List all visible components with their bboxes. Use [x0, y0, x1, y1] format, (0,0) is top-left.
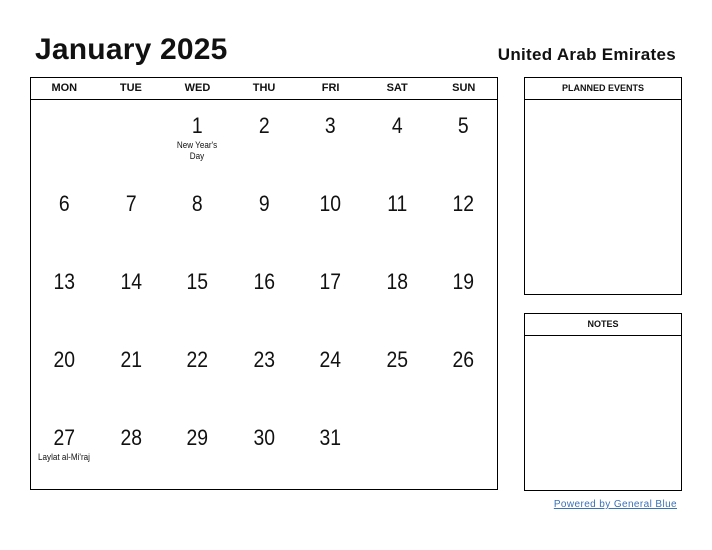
- day-number: 16: [253, 269, 275, 294]
- day-number: 17: [319, 269, 342, 294]
- day-number: 9: [258, 191, 270, 216]
- day-number: 11: [387, 191, 408, 216]
- powered-by-link[interactable]: Powered by General Blue: [553, 499, 677, 510]
- weekday-fri: FRI: [321, 82, 340, 94]
- day-cell: [231, 256, 298, 334]
- day-number: 6: [58, 191, 70, 216]
- holiday-label: Laylat al-Mi'raj: [38, 452, 91, 462]
- day-number: 3: [325, 113, 336, 138]
- day-cell: [231, 334, 298, 412]
- day-cell: [98, 178, 165, 256]
- notes-panel: [524, 313, 682, 491]
- day-number: 2: [258, 113, 270, 138]
- weekday-wed: WED: [184, 82, 211, 94]
- day-cell: [164, 334, 231, 412]
- day-number: 25: [386, 347, 408, 372]
- day-cell: [430, 256, 497, 334]
- month-calendar: [30, 77, 498, 490]
- planned-events-panel: [524, 77, 682, 295]
- day-cell: [430, 178, 497, 256]
- calendar-title: January 2025: [35, 33, 228, 66]
- day-cell: [31, 100, 98, 178]
- notes-heading: NOTES: [525, 314, 681, 336]
- day-number: 27: [53, 425, 76, 450]
- day-cell: [98, 256, 165, 334]
- day-cell: [430, 334, 497, 412]
- day-cell: [164, 412, 231, 490]
- day-cell: [98, 412, 165, 490]
- day-number: 22: [186, 347, 209, 372]
- country-name: United Arab Emirates: [497, 45, 676, 64]
- day-cell: [98, 100, 165, 178]
- day-cell: [164, 100, 231, 178]
- planned-events-heading: PLANNED EVENTS: [525, 78, 681, 100]
- day-number: 8: [192, 191, 203, 216]
- day-cell: [297, 178, 364, 256]
- holiday-label: New Year's Day: [177, 140, 218, 161]
- day-number: 13: [53, 269, 76, 294]
- day-number: 29: [186, 425, 209, 450]
- day-number: 30: [253, 425, 275, 450]
- day-number: 1: [192, 113, 203, 138]
- day-cell: [231, 100, 298, 178]
- weekday-sun: SUN: [452, 82, 476, 94]
- weekday-sat: SAT: [386, 82, 408, 94]
- day-cell: [297, 334, 364, 412]
- day-cell: [430, 100, 497, 178]
- day-cell: [297, 100, 364, 178]
- day-number: 28: [120, 425, 142, 450]
- day-cell: [364, 178, 431, 256]
- day-cell: [98, 334, 165, 412]
- day-number: 21: [120, 347, 142, 372]
- weekday-mon: MON: [51, 82, 78, 94]
- weekday-thu: THU: [252, 82, 276, 94]
- day-cell: [364, 100, 431, 178]
- day-number: 26: [452, 347, 475, 372]
- day-number: 4: [391, 113, 403, 138]
- day-grid: [31, 100, 497, 490]
- day-number: 12: [452, 191, 475, 216]
- day-cell: [164, 256, 231, 334]
- day-number: 7: [125, 191, 137, 216]
- weekday-tue: TUE: [119, 82, 142, 94]
- day-cell: [31, 178, 98, 256]
- day-number: 18: [386, 269, 408, 294]
- day-cell: [364, 334, 431, 412]
- day-cell: [297, 256, 364, 334]
- day-number: 5: [458, 113, 470, 138]
- day-number: 20: [53, 347, 76, 372]
- day-number: 14: [120, 269, 142, 294]
- day-cell: [164, 178, 231, 256]
- day-number: 23: [253, 347, 275, 372]
- day-number: 15: [186, 269, 209, 294]
- day-number: 10: [319, 191, 342, 216]
- weekday-header-row: [31, 78, 497, 100]
- day-cell: [231, 178, 298, 256]
- day-cell: [31, 256, 98, 334]
- day-cell: [364, 412, 431, 490]
- day-cell: [297, 412, 364, 490]
- day-cell: [430, 412, 497, 490]
- day-number: 24: [319, 347, 342, 372]
- day-cell: [31, 334, 98, 412]
- day-number: 19: [452, 269, 475, 294]
- day-number: 31: [319, 425, 342, 450]
- day-cell: [364, 256, 431, 334]
- day-cell: [31, 412, 98, 490]
- day-cell: [231, 412, 298, 490]
